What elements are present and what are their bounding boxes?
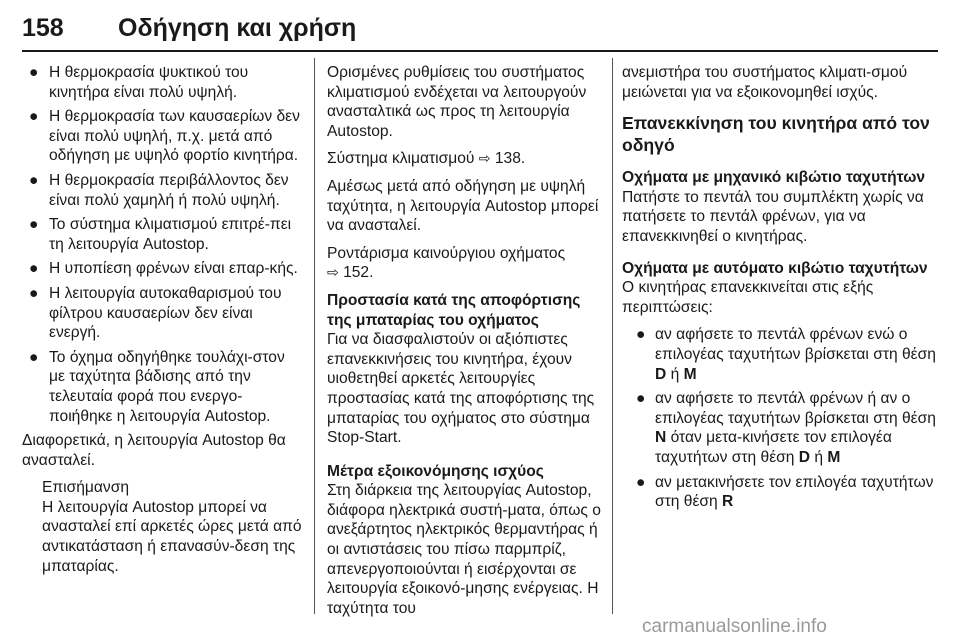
column-3 xyxy=(622,63,940,517)
paragraph: Πατήστε το πεντάλ του συμπλέκτη χωρίς να πατήσετε το πεντάλ φρένων, για να επανεκκινηθεί ο κινητήρας. xyxy=(622,188,924,245)
page-number: 158 xyxy=(22,14,64,42)
paragraph: ανεμιστήρα του συστήματος κλιματι-σμού μειώνεται για να εξοικονομηθεί ισχύς. xyxy=(622,64,908,101)
bullet-icon: ● xyxy=(29,108,39,126)
bullet-icon: ● xyxy=(29,64,39,81)
list-item: ● αν μετακινήσετε τον επιλογέα ταχυτήτων στη θέση R xyxy=(636,473,934,511)
column-1 xyxy=(22,63,302,576)
chapter-title: Οδήγηση και χρήση xyxy=(118,14,357,42)
restart-list xyxy=(622,325,940,511)
paragraph: Για να διασφαλιστούν οι αξιόπιστες επανεκκινήσεις του κινητήρα, έχουν υιοθετηθεί αρκετές λειτουργίες προστασίας κατά της αποφόρτισης της μπαταρίας του οχήματος στο σύστημα Stop-Start. xyxy=(327,331,595,447)
page-ref-icon: ⇨ xyxy=(327,264,339,281)
note-title: Επισήμανση xyxy=(42,479,130,497)
list-item: ● Η υποπίεση φρένων είναι επαρ-κής. xyxy=(29,260,298,278)
condition-list xyxy=(22,63,302,426)
paragraph: Διαφορετικά, η λειτουργία Autostop θα ανασταλεί. xyxy=(22,432,286,469)
watermark: carmanualsonline.info xyxy=(642,616,827,637)
bullet-icon: ● xyxy=(29,260,39,278)
subheading: Προστασία κατά της αποφόρτισης της μπαταρίας του οχήματος xyxy=(327,291,581,329)
column-divider-2 xyxy=(612,58,613,614)
page-ref[interactable]: 152. xyxy=(343,264,374,282)
list-item: ● Η λειτουργία αυτοκαθαρισμού του φίλτρου καυσαερίων δεν είναι ενεργή. xyxy=(29,284,282,342)
bullet-icon: ● xyxy=(29,348,39,366)
bullet-icon: ● xyxy=(636,390,646,408)
paragraph: Σύστημα κλιματισμού ⇨ 138. xyxy=(327,150,526,168)
bullet-icon: ● xyxy=(636,473,646,491)
note-box xyxy=(22,478,302,576)
page-ref-icon: ⇨ xyxy=(478,150,491,167)
bullet-icon: ● xyxy=(29,216,39,234)
bullet-icon: ● xyxy=(29,284,39,302)
list-item: ● Η θερμοκρασία των καυσαερίων δεν είναι πολύ υψηλή, π.χ. μετά από οδήγηση με υψηλό φορτίο κινητήρα. xyxy=(29,108,300,165)
subheading: Οχήματα με μηχανικό κιβώτιο ταχυτήτων xyxy=(622,169,926,187)
header-rule xyxy=(22,50,938,52)
column-2 xyxy=(327,63,609,626)
page-header xyxy=(22,10,938,50)
list-item: ● αν αφήσετε το πεντάλ φρένων ή αν ο επιλογέας ταχυτήτων βρίσκεται στη θέση N όταν μετα-κινήσετε τον επιλογέα ταχυτήτων στη θέση D ή M xyxy=(636,390,936,466)
paragraph: Ο κινητήρας επανεκκινείται στις εξής περιπτώσεις: xyxy=(622,279,874,316)
list-item: ● Το όχημα οδηγήθηκε τουλάχι-στον με ταχύτητα βάδισης από την τελευταία φορά που ενεργο-ποιήθηκε η λειτουργία Autostop. xyxy=(29,348,285,425)
bullet-icon: ● xyxy=(29,171,39,189)
paragraph: Στη διάρκεια της λειτουργίας Autostop, διάφορα ηλεκτρικά συστή-ματα, όπως ο ανεξάρτητος ηλεκτρικός θερμαντήρας ή οι αντιστάσεις του πίσω παρμπρίζ, απενεργοποιούνται ή εισέρχονται σε λειτουργία εξοικονό-μησης ενέργειας. Η ταχύτητα του xyxy=(327,482,601,617)
paragraph: Ροντάρισμα καινούργιου οχήματος ⇨ 152. xyxy=(327,244,566,282)
column-divider-1 xyxy=(314,58,315,614)
list-item: ● Το σύστημα κλιματισμού επιτρέ-πει τη λειτουργία Autostop. xyxy=(29,216,292,253)
list-item: ● αν αφήσετε το πεντάλ φρένων ενώ ο επιλογέας ταχυτήτων βρίσκεται στη θέση D ή M xyxy=(636,326,936,383)
note-text: Η λειτουργία Autostop μπορεί να ανασταλεί επί αρκετές ώρες μετά από αντικατάσταση ή επανασύν-δεση της μπαταρίας. xyxy=(42,498,302,575)
list-item: ● Η θερμοκρασία ψυκτικού του κινητήρα είναι πολύ υψηλή. xyxy=(29,64,249,101)
subheading: Μέτρα εξοικονόμησης ισχύος xyxy=(327,462,544,480)
paragraph: Αμέσως μετά από οδήγηση με υψηλή ταχύτητα, η λειτουργία Autostop μπορεί να ανασταλεί. xyxy=(327,177,599,235)
list-item: ● Η θερμοκρασία περιβάλλοντος δεν είναι πολύ χαμηλή ή πολύ υψηλή. xyxy=(29,171,289,209)
paragraph: Ορισμένες ρυθμίσεις του συστήματος κλιματισμού ενδέχεται να λειτουργούν ανασταλτικά ως προς τη λειτουργία Autostop. xyxy=(327,64,587,140)
subheading: Οχήματα με αυτόματο κιβώτιο ταχυτήτων xyxy=(622,259,928,277)
page-ref[interactable]: 138. xyxy=(494,150,526,168)
section-heading: Επανεκκίνηση του κινητήρα από τον οδηγό xyxy=(622,113,930,156)
bullet-icon: ● xyxy=(636,326,646,344)
